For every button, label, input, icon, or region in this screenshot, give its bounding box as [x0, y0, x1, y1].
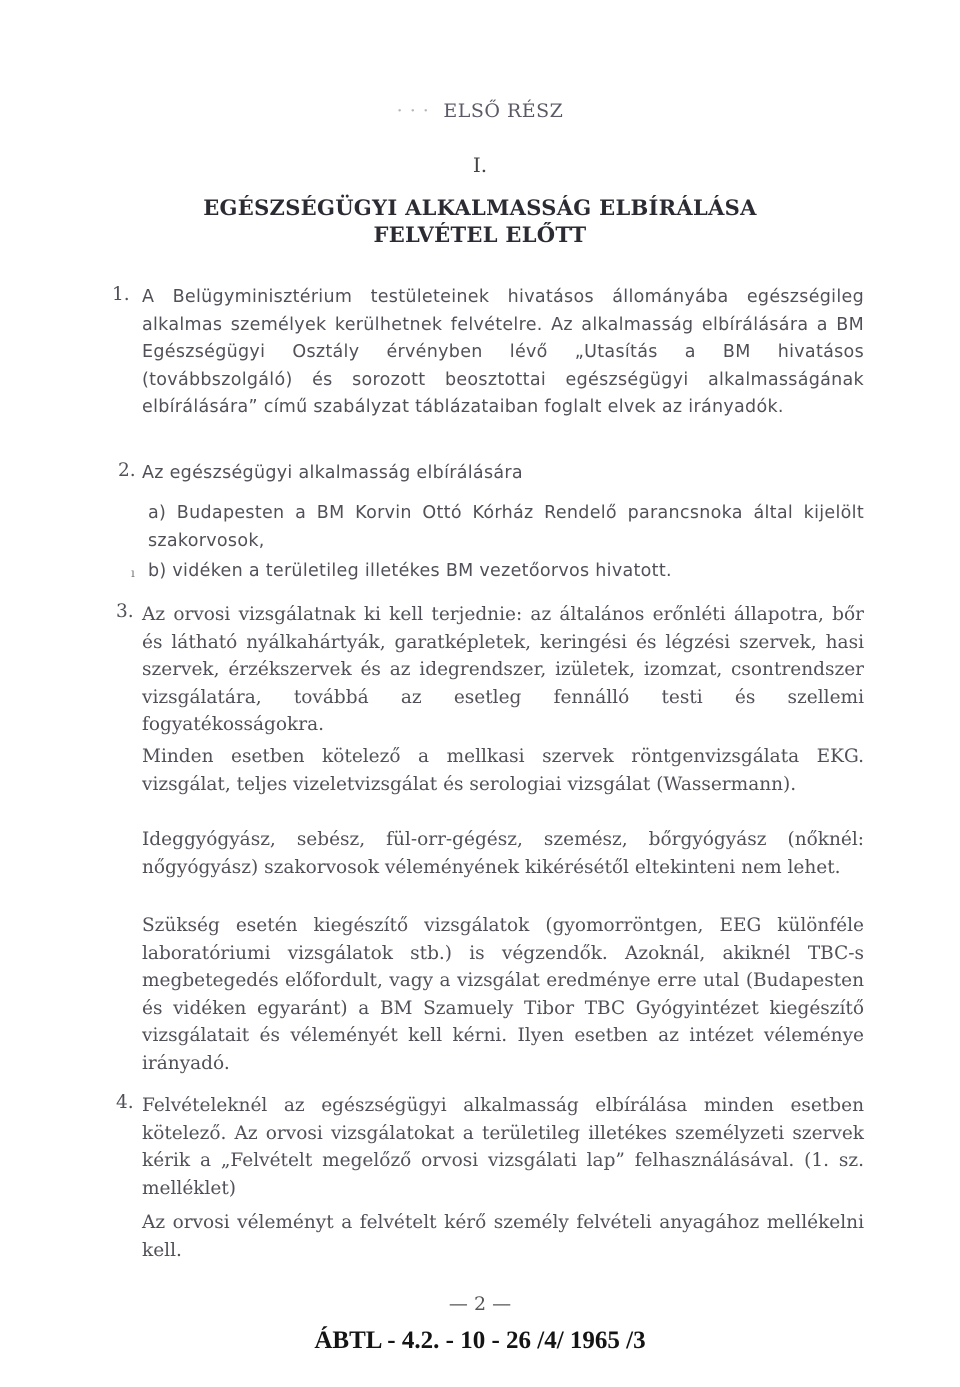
section-3-paragraph-4: Szükség esetén kiegészítő vizsgálatok (gyomorröntgen, EEG különféle laboratóriumi vizsgálatok stb.) is végzendők. Azoknál, akiknél TBC-s megbetegedés előfordult, vagy a vizsgálat eredménye erre utal (Budapesten és vidéken egyaránt) a BM Szamuely Tibor TBC Gyógyintézet kiegészítő vizsgálatait és véleményét kell kérni. Ilyen esetben az intézet véleménye irányadó. — [142, 915, 864, 1074]
section-4-paragraph-1: Felvételeknél az egészségügyi alkalmasság elbírálása minden esetben kötelező. Az orvosi vizsgálatokat a területileg illetékes személyzeti szervek kérik a „Felvételt megelőző orvosi vizsgálati lap” felhasználásával. (1. sz. melléklet) — [142, 1095, 864, 1199]
section-2-item-b: b) vidéken a területileg illetékes BM vezetőorvos hivatott. — [148, 561, 672, 581]
archive-reference: ÁBTL - 4.2. - 10 - 26 /4/ 1965 /3 — [314, 1327, 646, 1354]
section-3-paragraph-1: Az orvosi vizsgálatnak ki kell terjednie: az általános erőnléti állapotra, bőr és látható nyálkahártyák, garatképletek, keringési és légzési szervek, hasi szervek, érzékszervek és az idegrendszer, izületek, izomzat, csontrendszer vizsgálatára, továbbá az esetleg fennálló testi és szellemi fogyatékosságokra. — [142, 604, 864, 735]
chapter-title-line-1: EGÉSZSÉGÜGYI ALKALMASSÁG ELBÍRÁLÁSA — [203, 195, 757, 220]
section-4-paragraph-2: Az orvosi véleményt a felvételt kérő személy felvételi anyagához mellékelni kell. — [142, 1212, 864, 1261]
chapter-number: I. — [472, 153, 488, 177]
section-number: 2. — [118, 460, 136, 481]
section-number: 1. — [112, 284, 130, 305]
section-2-item-a: a) Budapesten a BM Korvin Ottó Kórház Rendelő parancsnoka által kijelölt szakorvosok, — [148, 503, 864, 551]
part-title-text: ELSŐ RÉSZ — [443, 100, 564, 122]
section-number: 4. — [116, 1092, 134, 1113]
section-1-paragraph: A Belügyminisztérium testületeinek hivatásos állományába egészségileg alkalmas személyek kerülhetnek felvételre. Az alkalmasság elbírálására a BM Egészségügyi Osztály érvényben lévő „Utasítás a BM hivatásos (továbbszolgáló) és sorozott beosztottai egészségügyi alkalmasságának elbírálására” című szabályzat táblázataiban foglalt elvek az irányadók. — [142, 287, 864, 417]
dot-leader: · · · — [396, 100, 430, 122]
section-3-paragraph-2: Minden esetben kötelező a mellkasi szervek röntgenvizsgálata EKG. vizsgálat, teljes vizeletvizsgálat és serologiai vizsgálat (Wassermann). — [142, 746, 864, 795]
section-number: 3. — [116, 601, 134, 622]
section-3-paragraph-3: Ideggyógyász, sebész, fül-orr-gégész, szemész, bőrgyógyász (nőknél: nőgyógyász) szakorvosok véleményének kikérésétől eltekinteni nem lehet. — [142, 829, 864, 878]
section-2-intro: Az egészségügyi alkalmasság elbírálására — [142, 463, 523, 483]
part-title — [0, 100, 960, 122]
chapter-title-line-2: FELVÉTEL ELŐTT — [373, 222, 587, 247]
margin-mark: ı — [131, 566, 135, 580]
page-number: — 2 — — [448, 1293, 512, 1315]
